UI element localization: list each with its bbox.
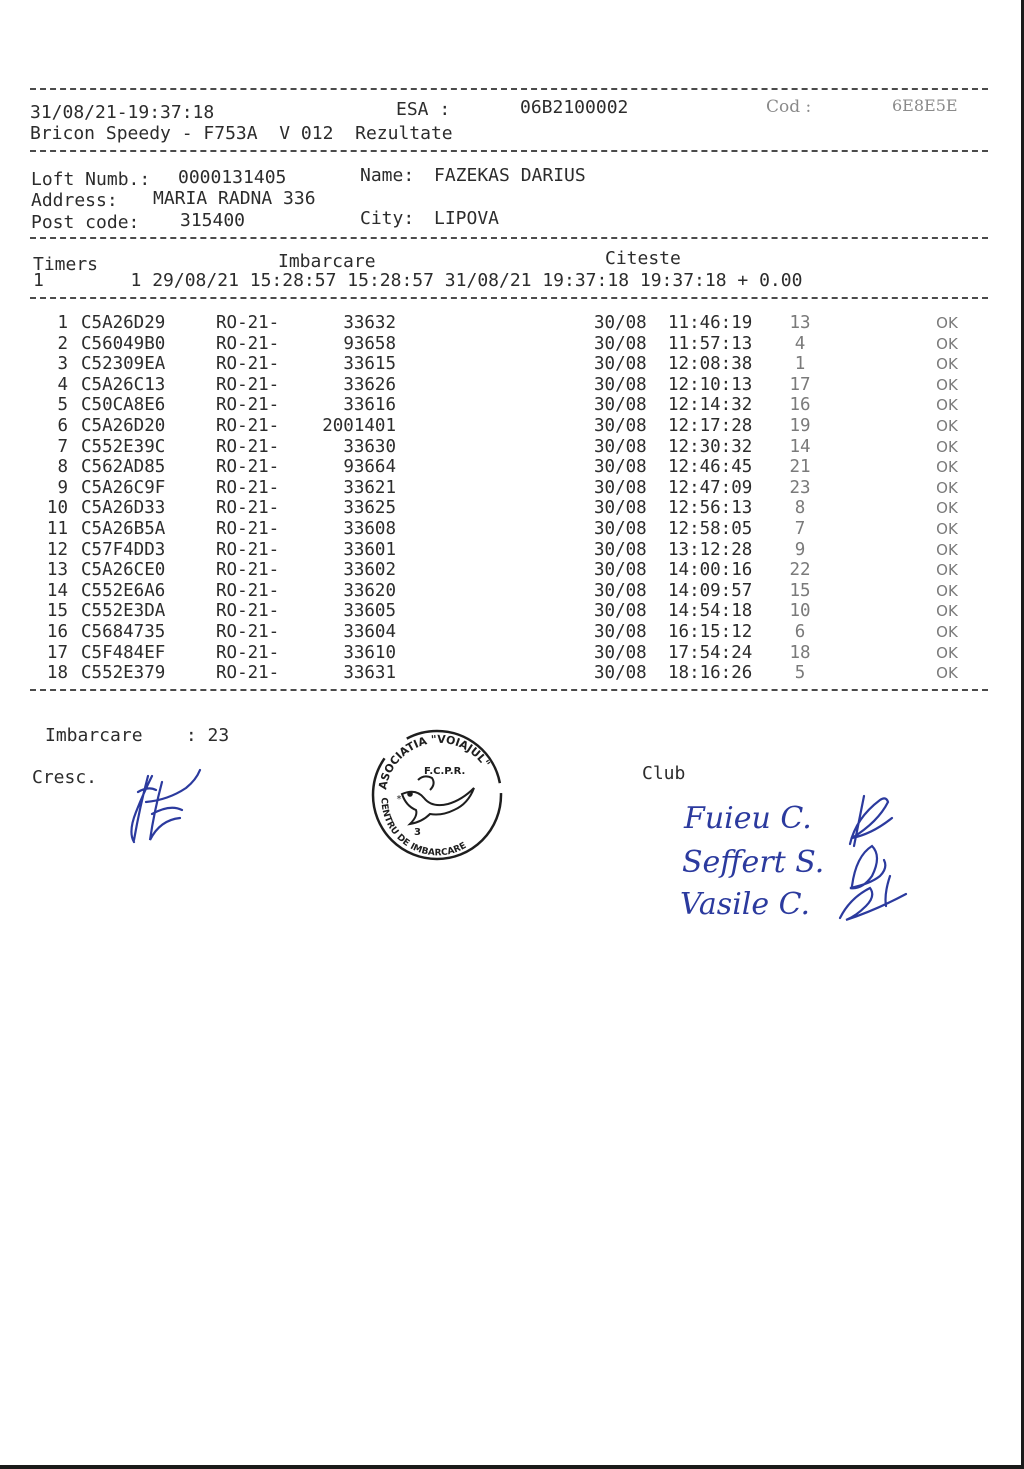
arrival-date: 30/08 — [594, 354, 647, 375]
position: 9 — [794, 539, 806, 560]
ring-number: 33630 — [343, 436, 396, 457]
table-row — [0, 457, 1024, 478]
chip-id: C5A26D20 — [81, 416, 166, 436]
arrival-date: 30/08 — [594, 498, 647, 519]
ring-number: 33620 — [343, 580, 396, 601]
arrival-date: 30/08 — [594, 333, 647, 354]
ring-prefix: RO-21- — [216, 539, 280, 560]
chip-id: C5A26B5A — [81, 519, 166, 539]
stamp-org: F.C.P.R. — [424, 766, 466, 777]
ring-number: 33632 — [343, 313, 396, 333]
arrival-time: 11:57:13 — [668, 333, 753, 354]
ring-number: 33615 — [343, 354, 396, 375]
esa-value: 06B2100002 — [520, 97, 629, 118]
status: OK — [936, 561, 958, 580]
name-label: Name: — [360, 165, 415, 186]
ring-number: 93664 — [343, 457, 396, 478]
arrival-time: 14:00:16 — [668, 560, 753, 581]
ring-prefix: RO-21- — [216, 560, 280, 581]
row-index: 4 — [57, 374, 68, 395]
ring-prefix: RO-21- — [216, 622, 280, 642]
ring-number: 2001401 — [322, 416, 396, 436]
arrival-date: 30/08 — [594, 622, 647, 642]
position: 17 — [789, 374, 811, 395]
position: 5 — [794, 663, 806, 684]
dove-icon — [402, 776, 474, 824]
ring-prefix: RO-21- — [216, 477, 280, 498]
table-row — [0, 601, 1024, 622]
ring-number: 33631 — [343, 663, 396, 684]
table-row — [0, 581, 1024, 602]
arrival-time: 12:47:09 — [668, 477, 753, 498]
table-row — [0, 663, 1024, 684]
arrival-time: 16:15:12 — [668, 622, 753, 642]
arrival-time: 12:58:05 — [668, 519, 753, 539]
table-row — [0, 375, 1024, 396]
divider — [30, 150, 988, 152]
stamp-bottom-text: CENTRU DE IMBARCARE — [378, 797, 469, 859]
arrival-date: 30/08 — [594, 539, 647, 560]
chip-id: C5A26CE0 — [81, 560, 166, 581]
club-signer-3: Vasile C. — [680, 887, 811, 922]
row-index: 8 — [57, 457, 68, 478]
loft-label: Loft Numb.: — [31, 169, 151, 190]
ring-number: 33601 — [343, 539, 396, 560]
chip-id: C5A26D33 — [81, 498, 166, 519]
arrival-time: 12:10:13 — [668, 374, 753, 395]
row-index: 16 — [46, 622, 68, 642]
ring-number: 33626 — [343, 374, 396, 395]
position: 18 — [789, 642, 811, 663]
chip-id: C50CA8E6 — [81, 395, 166, 416]
scan-edge-bottom — [0, 1465, 1024, 1469]
arrival-date: 30/08 — [594, 663, 647, 684]
address-label: Address: — [31, 190, 118, 211]
arrival-time: 14:54:18 — [668, 601, 753, 622]
print-timestamp: 31/08/21-19:37:18 — [30, 102, 215, 123]
chip-id: C5A26C13 — [81, 374, 166, 395]
arrival-time: 12:46:45 — [668, 457, 753, 478]
ring-prefix: RO-21- — [216, 374, 280, 395]
ring-prefix: RO-21- — [216, 457, 280, 478]
star-icon: * — [396, 794, 403, 805]
ring-number: 33625 — [343, 498, 396, 519]
row-index: 2 — [57, 333, 68, 354]
divider — [30, 297, 988, 299]
table-row — [0, 313, 1024, 334]
city-value: LIPOVA — [434, 208, 500, 229]
table-row — [0, 560, 1024, 581]
status: OK — [936, 623, 958, 641]
ring-prefix: RO-21- — [216, 642, 280, 663]
timers-label: Timers — [33, 254, 99, 275]
row-index: 17 — [46, 642, 68, 663]
status: OK — [936, 581, 958, 600]
postcode-label: Post code: — [31, 212, 140, 233]
status: OK — [936, 602, 958, 621]
ring-number: 33621 — [343, 477, 396, 498]
status: OK — [936, 664, 958, 683]
arrival-date: 30/08 — [594, 395, 647, 416]
table-row — [0, 334, 1024, 355]
cod-value: 6E8E5E — [892, 96, 958, 115]
club-signature-marks — [830, 786, 926, 930]
row-index: 10 — [46, 498, 68, 519]
table-row — [0, 416, 1024, 437]
status: OK — [936, 375, 958, 394]
arrival-time: 12:14:32 — [668, 395, 753, 416]
timer-line: 1 1 29/08/21 15:28:57 15:28:57 31/08/21 19:37:18 19:37:18 + 0.00 — [33, 270, 803, 291]
position: 6 — [794, 622, 806, 642]
row-index: 14 — [46, 580, 68, 601]
status: OK — [936, 314, 958, 332]
esa-label: ESA : — [396, 99, 451, 120]
ring-prefix: RO-21- — [216, 601, 280, 622]
table-row — [0, 395, 1024, 416]
ring-number: 33602 — [343, 560, 396, 581]
arrival-time: 12:56:13 — [668, 498, 753, 519]
ring-number: 33604 — [343, 622, 396, 642]
ring-number: 33605 — [343, 601, 396, 622]
chip-id: C57F4DD3 — [81, 539, 166, 560]
chip-id: C552E379 — [81, 663, 166, 684]
arrival-time: 13:12:28 — [668, 539, 753, 560]
arrival-date: 30/08 — [594, 560, 647, 581]
ring-prefix: RO-21- — [216, 663, 280, 684]
table-row — [0, 354, 1024, 375]
row-index: 9 — [57, 477, 68, 498]
arrival-date: 30/08 — [594, 477, 647, 498]
ring-number: 33610 — [343, 642, 396, 663]
arrival-date: 30/08 — [594, 519, 647, 539]
position: 15 — [789, 580, 811, 601]
row-index: 11 — [46, 519, 68, 539]
cresc-label: Cresc. — [32, 767, 98, 788]
cod-label: Cod : — [766, 97, 812, 117]
chip-id: C552E3DA — [81, 601, 166, 622]
row-index: 3 — [57, 354, 68, 375]
position: 4 — [794, 333, 806, 354]
arrival-date: 30/08 — [594, 436, 647, 457]
table-row — [0, 437, 1024, 458]
status: OK — [936, 478, 958, 497]
position: 14 — [789, 436, 811, 457]
arrival-date: 30/08 — [594, 416, 647, 436]
arrival-time: 17:54:24 — [668, 642, 753, 663]
position: 10 — [789, 601, 811, 622]
arrival-time: 12:30:32 — [668, 436, 753, 457]
arrival-date: 30/08 — [594, 313, 647, 333]
status: OK — [936, 396, 958, 415]
divider — [30, 689, 988, 691]
arrival-time: 11:46:19 — [668, 313, 753, 333]
ring-number: 33616 — [343, 395, 396, 416]
ring-prefix: RO-21- — [216, 354, 280, 375]
status: OK — [936, 437, 958, 456]
position: 13 — [789, 313, 811, 333]
position: 22 — [789, 560, 811, 581]
position: 7 — [794, 519, 806, 539]
arrival-date: 30/08 — [594, 601, 647, 622]
status: OK — [936, 355, 958, 374]
ring-prefix: RO-21- — [216, 395, 280, 416]
arrival-time: 12:08:38 — [668, 354, 753, 375]
address-value: MARIA RADNA 336 — [153, 188, 316, 209]
row-index: 6 — [57, 416, 68, 436]
chip-id: C552E39C — [81, 436, 166, 457]
loft-value: 0000131405 — [178, 167, 287, 188]
ring-number: 33608 — [343, 519, 396, 539]
ring-prefix: RO-21- — [216, 580, 280, 601]
status: OK — [936, 540, 958, 559]
status: OK — [936, 334, 958, 353]
stamp-number: 3 — [414, 827, 421, 838]
position: 16 — [789, 395, 811, 416]
table-row — [0, 519, 1024, 540]
imbarcare-header: Imbarcare — [278, 251, 376, 272]
chip-id: C562AD85 — [81, 457, 166, 478]
association-stamp — [364, 722, 510, 868]
row-index: 1 — [57, 313, 68, 333]
table-row — [0, 622, 1024, 643]
name-value: FAZEKAS DARIUS — [434, 165, 586, 186]
ring-prefix: RO-21- — [216, 498, 280, 519]
arrival-date: 30/08 — [594, 374, 647, 395]
row-index: 15 — [46, 601, 68, 622]
club-label: Club — [642, 763, 686, 784]
chip-id: C552E6A6 — [81, 580, 166, 601]
arrival-time: 12:17:28 — [668, 416, 753, 436]
status: OK — [936, 458, 958, 477]
position: 1 — [794, 354, 806, 375]
position: 19 — [789, 416, 811, 436]
position: 23 — [789, 477, 811, 498]
club-signer-1: Fuieu C. — [684, 801, 812, 836]
table-row — [0, 478, 1024, 499]
chip-id: C5A26D29 — [81, 313, 166, 333]
citeste-header: Citeste — [605, 248, 681, 269]
position: 8 — [794, 498, 806, 519]
club-signature-names — [674, 790, 824, 926]
row-index: 18 — [46, 663, 68, 684]
ring-number: 93658 — [343, 333, 396, 354]
chip-id: C5F484EF — [81, 642, 166, 663]
chip-id: C56049B0 — [81, 333, 166, 354]
row-index: 13 — [46, 560, 68, 581]
chip-id: C5A26C9F — [81, 477, 166, 498]
status: OK — [936, 417, 958, 435]
chip-id: C5684735 — [81, 622, 166, 642]
device-line: Bricon Speedy - F753A V 012 Rezultate — [30, 123, 453, 144]
row-index: 5 — [57, 395, 68, 416]
ring-prefix: RO-21- — [216, 519, 280, 539]
city-label: City: — [360, 208, 415, 229]
ring-prefix: RO-21- — [216, 416, 280, 436]
status: OK — [936, 499, 958, 518]
ring-prefix: RO-21- — [216, 436, 280, 457]
table-row — [0, 498, 1024, 519]
cresc-signature — [118, 762, 208, 854]
row-index: 7 — [57, 436, 68, 457]
chip-id: C52309EA — [81, 354, 166, 375]
divider — [30, 237, 988, 239]
arrival-date: 30/08 — [594, 457, 647, 478]
club-signer-2: Seffert S. — [682, 845, 824, 880]
arrival-time: 18:16:26 — [668, 663, 753, 684]
ring-prefix: RO-21- — [216, 333, 280, 354]
divider — [30, 88, 988, 90]
stamp-top-text: ASOCIATIA "VOIAJUL" — [376, 732, 493, 791]
table-row — [0, 643, 1024, 664]
status: OK — [936, 520, 958, 538]
postcode-value: 315400 — [180, 210, 246, 231]
arrival-date: 30/08 — [594, 642, 647, 663]
arrival-date: 30/08 — [594, 580, 647, 601]
row-index: 12 — [46, 539, 68, 560]
status: OK — [936, 643, 958, 662]
arrival-time: 14:09:57 — [668, 580, 753, 601]
ring-prefix: RO-21- — [216, 313, 280, 333]
imbarcare-count: Imbarcare : 23 — [45, 725, 230, 746]
table-row — [0, 540, 1024, 561]
position: 21 — [789, 457, 811, 478]
